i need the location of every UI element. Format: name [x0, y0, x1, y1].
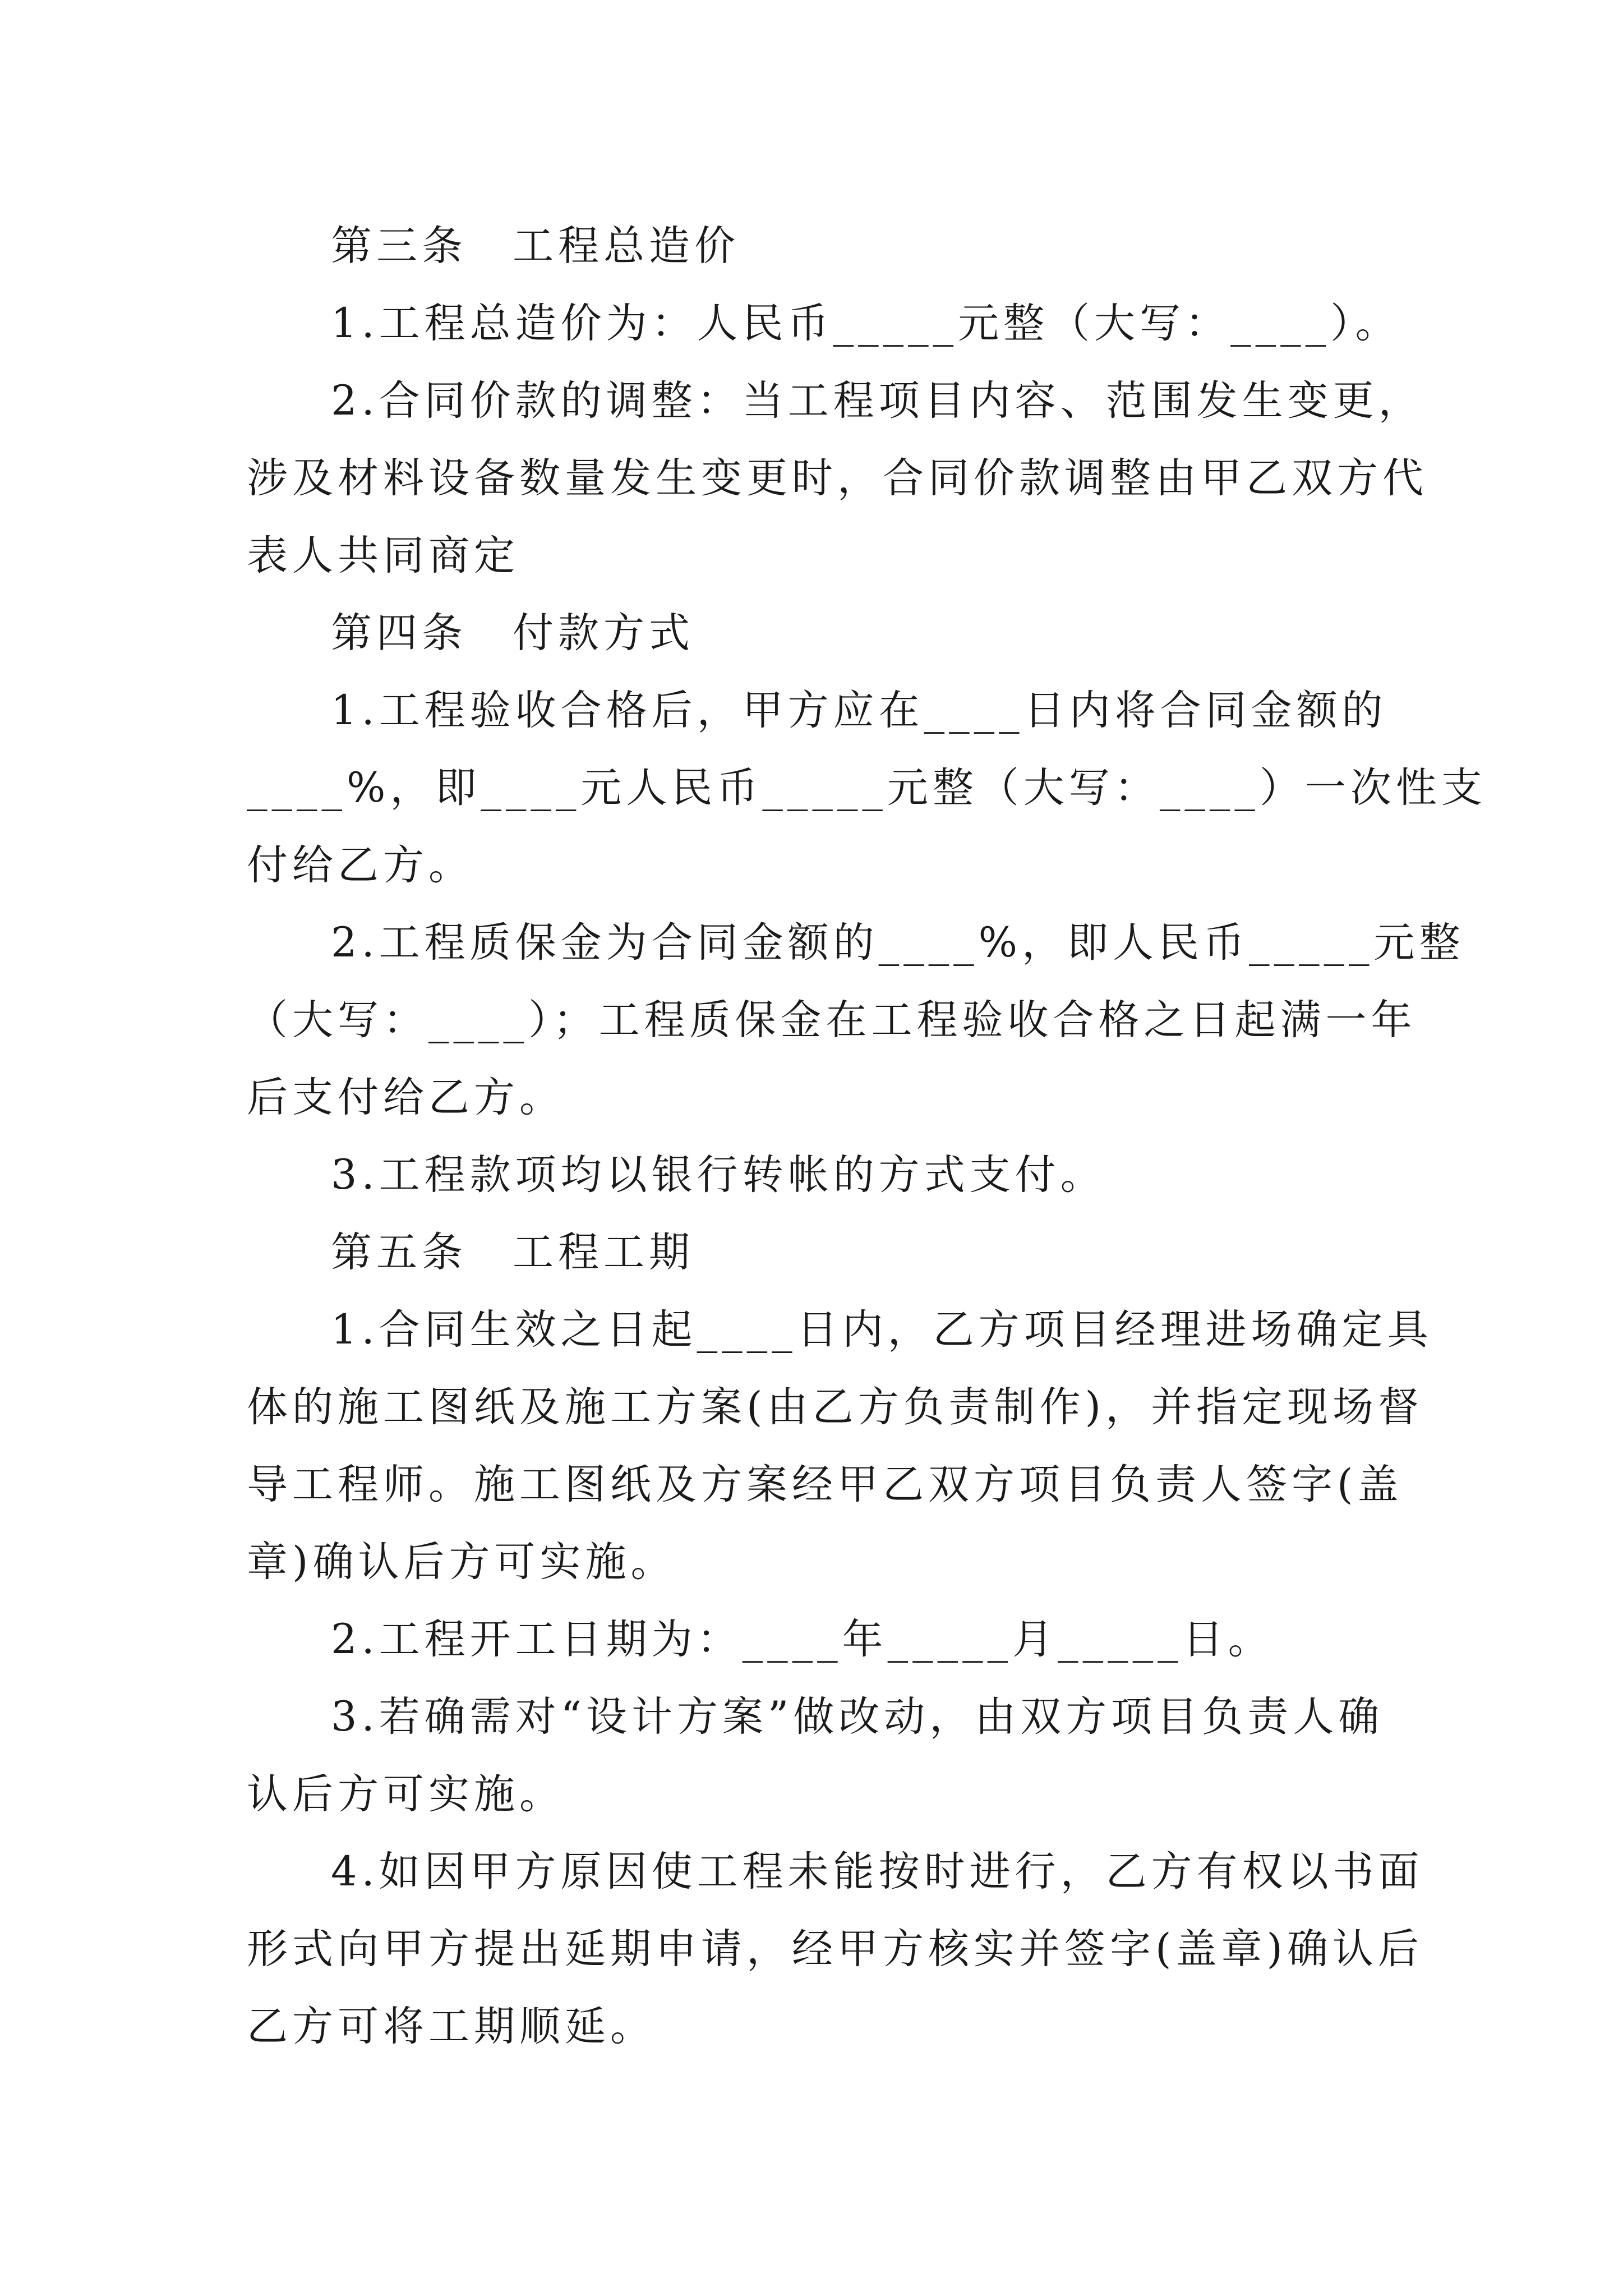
- paragraph-line: 3.工程款项均以银行转帐的方式支付。: [331, 1151, 1106, 1199]
- paragraph-line: 3.若确需对“设计方案”做改动，由双方项目负责人确: [331, 1693, 1384, 1741]
- paragraph-line: 1.工程验收合格后，甲方应在____日内将合同金额的: [331, 687, 1387, 734]
- paragraph-line: 乙方可将工期顺延。: [247, 2003, 656, 2050]
- paragraph-line: （大写：____）；工程质保金在工程验收合格之日起满一年: [247, 996, 1417, 1044]
- paragraph-line: 章)确认后方可实施。: [247, 1538, 676, 1586]
- paragraph-line: 4.如因甲方原因使工程未能按时进行，乙方有权以书面: [331, 1848, 1424, 1895]
- paragraph-line: 1.合同生效之日起____日内，乙方项目经理进场确定具: [331, 1306, 1433, 1354]
- paragraph-line: 付给乙方。: [247, 841, 474, 889]
- paragraph-line: 2.工程开工日期为：____年_____月_____日。: [331, 1616, 1274, 1663]
- paragraph-line: 导工程师。施工图纸及方案经甲乙双方项目负责人签字(盖: [247, 1461, 1403, 1508]
- paragraph-line: 2.合同价款的调整：当工程项目内容、范围发生变更，: [331, 377, 1424, 425]
- heading-article-4: 第四条 付款方式: [331, 609, 694, 657]
- heading-article-5: 第五条 工程工期: [331, 1228, 694, 1276]
- paragraph-line: 认后方可实施。: [247, 1770, 565, 1818]
- paragraph-line: 后支付给乙方。: [247, 1074, 565, 1121]
- document-body: [247, 208, 1487, 2065]
- heading-article-3: 第三条 工程总造价: [331, 222, 740, 270]
- paragraph-line: 涉及材料设备数量发生变更时，合同价款调整由甲乙双方代: [247, 454, 1428, 502]
- paragraph-line: 体的施工图纸及施工方案(由乙方负责制作)，并指定现场督: [247, 1383, 1423, 1431]
- paragraph-line: 1.工程总造价为：人民币_____元整（大写：____）。: [331, 300, 1401, 347]
- paragraph-line: 2.工程质保金为合同金额的____%，即人民币_____元整: [331, 919, 1465, 967]
- paragraph-line: ____%，即____元人民币_____元整（大写：____）一次性支: [247, 764, 1487, 812]
- paragraph-line: 形式向甲方提出延期申请，经甲方核实并签字(盖章)确认后: [247, 1925, 1423, 1973]
- paragraph-line: 表人共同商定: [247, 532, 519, 579]
